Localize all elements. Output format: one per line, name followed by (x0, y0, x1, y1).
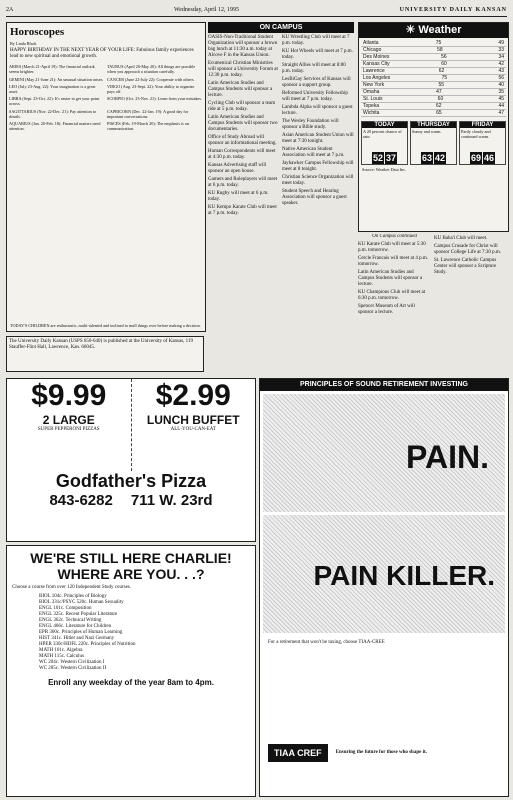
campus-item: Student Speech and Hearing Association will sponsor a guest speaker. (282, 189, 347, 206)
city-name: Chicago (363, 47, 382, 53)
tiaa-headline-1: PAIN. (406, 439, 489, 475)
weather-row (361, 89, 506, 96)
city-hi: 55 (438, 82, 445, 88)
forecast-text: Partly cloudy and continued warm. (461, 129, 491, 140)
city-lo: 35 (498, 89, 504, 95)
city-lo: 43 (498, 68, 504, 74)
city-name: Omaha (363, 89, 380, 95)
weather-row (361, 96, 506, 103)
offer-price: $9.99 (31, 379, 107, 412)
horoscope-item: PISCES (Feb. 19-March 20): The emphasis is on communication. (107, 121, 190, 132)
city-name: Lawrence (363, 68, 385, 74)
city-hi: 62 (438, 68, 445, 74)
campus-item: Cercle Francais will meet at 4 p.m. tomorrow. (358, 256, 428, 267)
city-lo: 49 (498, 40, 504, 46)
city-lo: 44 (498, 103, 504, 109)
weather-row (361, 103, 506, 110)
horoscope-item: GEMINI (May 21-June 21): An unusual situation arises. (9, 76, 104, 82)
sun-icon: ☀ (405, 24, 416, 36)
campus-item: Native American Student Association will meet at 7 p.m. (282, 147, 345, 158)
campus-item: Ecumenical Christian Ministries will sponsor a University Forum at 12:30 p.m. today. (208, 61, 278, 78)
campus-item: KU Karate Club will meet at 5:30 p.m. tomorrow. (358, 242, 426, 253)
course-item: EPR 300c. Principles of Human Learning (39, 630, 123, 635)
campus-item: Cycling Club will sponsor a team ride at 5 p.m. today. (208, 101, 276, 112)
course-item: WC 204c. Western Civilization I (39, 660, 105, 665)
city-lo: 34 (498, 54, 504, 60)
city-name: Topeka (363, 103, 380, 109)
horoscope-item: LEO (July 23-Aug. 22): Your imagination is a great asset. (9, 83, 96, 95)
weather-row (361, 54, 506, 61)
campus-item: Lambda Alpha will sponsor a guest lecture. (282, 105, 353, 116)
campus-item: St. Lawrence Catholic Campus Center will sponsor a Scripture Study. (434, 258, 497, 275)
study-headline: WE'RE STILL HERE CHARLIE! (30, 550, 232, 566)
page-date: Wednesday, April 12, 1995 (174, 7, 239, 13)
city-name: Atlanta (363, 40, 379, 46)
header-rule (6, 16, 507, 17)
tiaa-footer (260, 744, 508, 762)
pizza-contact (7, 492, 255, 509)
horoscope-item: AQUARIUS (Jan. 20-Feb. 18): Financial matters need attention. (9, 121, 101, 132)
city-lo: 40 (498, 82, 504, 88)
independent-study-ad (6, 545, 256, 797)
weather-row (361, 110, 506, 117)
course-item: HIST 341c. Hitler and Nazi Germany (39, 636, 115, 641)
weather-row (361, 82, 506, 89)
horoscope-grid (7, 62, 205, 133)
forecast-lo: 37 (386, 153, 397, 163)
campus-item: KU Champions Club will meet at 6:30 p.m. tomorrow. (358, 290, 426, 301)
horoscopes-footer: TODAY'S CHILDREN are enthusiastic, multi-talented and inclined to mull things over before making a decision. (10, 322, 201, 328)
horoscope-item: CANCER (June 22-July 22): Cooperate with others. (107, 76, 195, 82)
city-name: Kansas City (363, 61, 390, 67)
campus-item: KU Rugby will meet at 6 p.m. today. (208, 191, 269, 202)
city-hi: 65 (436, 110, 442, 116)
tiaa-header: PRINCIPLES OF SOUND RETIREMENT INVESTING (260, 379, 508, 391)
paper-title: UNIVERSITY DAILY KANSAN (399, 7, 507, 13)
city-hi: 47 (436, 89, 442, 95)
horoscopes-title: Horoscopes (10, 26, 65, 38)
forecast-day (361, 121, 408, 165)
city-hi: 75 (441, 75, 448, 81)
city-lo: 45 (498, 96, 504, 102)
horoscope-item: ARIES (March 21-April 19): The financial outlook seems brighter. (9, 64, 95, 75)
campus-item: The Wesley Foundation will sponsor a Bible study. (282, 119, 339, 130)
course-item: ENGL 325c. Recent Popular Literature (39, 612, 118, 617)
course-item: ENGL 101c. Composition (39, 606, 92, 611)
city-name: Des Moines (363, 54, 390, 60)
forecast-day-label: THURSDAY (411, 122, 456, 128)
campus-item: Straight Allies will meet at 8:00 p.m. today. (282, 63, 346, 74)
course-item: MATH 101c. Algebra (39, 648, 83, 653)
city-name: New York (363, 82, 385, 88)
campus-item: Jayhawker Campus Fellowship will meet at 8 tonight. (282, 161, 354, 172)
study-subhead: WHERE ARE YOU. . .? (57, 566, 205, 582)
course-item: ENGL 466c. Literature for Children (39, 624, 112, 629)
horoscopes-byline: By Linda Black (10, 41, 37, 46)
city-hi: 60 (437, 96, 444, 102)
campus-continued-title: On Campus continued (372, 234, 417, 239)
weather-row (361, 68, 506, 75)
course-item: BIOL 331c/PSYC 520c. Human Sexuality (39, 600, 124, 605)
offer-title: LUNCH BUFFET (146, 413, 240, 427)
campus-item: Asian American Student Union will meet at 7:30 tonight. (282, 133, 354, 144)
horoscopes-section (6, 22, 206, 332)
pizza-offer-1 (7, 379, 132, 471)
course-item: ENGL 362c. Technical Writing (39, 618, 102, 623)
city-name: St. Louis (363, 96, 383, 102)
campus-item: Latin American Studies and Campus Students will sponsor two documentaries. (208, 115, 278, 132)
horoscope-item: LIBRA (Sept. 23-Oct. 22): It's easier to get your point across. (9, 96, 100, 107)
campus-item: Human Correspondents will meet at 4:30 p.m. today. (208, 149, 276, 160)
forecast-text: Sunny and warm. (412, 129, 442, 134)
campus-item: Office of Study Abroad will sponsor an informational meeting. (208, 135, 277, 146)
campus-item: KU Kempo Karate Club will meet at 7 p.m. today. (208, 205, 277, 216)
course-item: MATH 115c. Calculus (39, 654, 84, 659)
weather-table (359, 38, 508, 119)
study-body: Choose a course from over 120 Independent Study courses. (12, 585, 131, 590)
campus-item: Gamers and Roleplayers will meet at 6 p.m. today. (208, 177, 278, 188)
campus-item: KU Hot Wheels will meet at 7 p.m. today. (282, 49, 353, 60)
campus-item: Reformed University Fellowship will meet at 7 p.m. today. (282, 91, 348, 102)
city-hi: 62 (436, 103, 442, 109)
horoscope-item: VIRGO (Aug. 23-Sept. 22): Your ability to organize pays off. (107, 83, 195, 95)
course-item: BIOL 104c. Principles of Biology (39, 594, 107, 599)
campus-item: KU Baha'i Club will meet. (434, 236, 488, 241)
tax-form-image-2 (263, 515, 505, 633)
horoscope-item: SCORPIO (Oct. 23-Nov. 21): Learn from your mistakes. (107, 96, 203, 102)
city-hi: 58 (437, 47, 443, 53)
campus-item: Kansas Advertising staff will sponsor an open house. (208, 163, 267, 174)
address: 711 W. 23rd (130, 492, 213, 509)
forecast-hi: 69 (470, 153, 481, 163)
forecast-day-label: TODAY (362, 122, 407, 128)
tiaa-body: For a retirement that won't be taxing, choose TIAA-CREF. (268, 640, 386, 645)
offer-desc: ALL-YOU-CAN-EAT (170, 427, 216, 432)
city-hi: 75 (435, 40, 442, 46)
weather-source: Source: Weather Data Inc. (362, 167, 406, 172)
campus-item: Latin American Studies and Campus Students will sponsor a lecture. (208, 81, 273, 98)
forecast-day-label: FRIDAY (460, 122, 505, 128)
weather-row (361, 47, 506, 54)
forecast-lo: 42 (435, 153, 446, 163)
tiaa-tagline: Ensuring the future for those who shape it. (335, 750, 427, 755)
offer-title: 2 LARGE (42, 413, 95, 427)
course-item: HPER 330c/HDFL 220c. Principles of Nutrition (39, 642, 136, 647)
course-item: WC 205c. Western Civilization II (39, 666, 107, 671)
on-campus-col1 (208, 33, 280, 219)
campus-item: KU Wrestling Club will meet at 7 p.m. today. (282, 35, 350, 46)
city-lo: 42 (498, 61, 504, 67)
weather-section (358, 22, 509, 232)
horoscopes-intro: HAPPY BIRTHDAY IN THE NEXT YEAR OF YOUR LIFE: Fabulous family experiences lead to new spiritual and emotional growth. (10, 48, 194, 60)
forecast-row (359, 119, 508, 167)
city-lo: 56 (498, 75, 504, 81)
city-lo: 47 (498, 110, 504, 116)
forecast-day (459, 121, 506, 165)
pizza-offer-2 (132, 379, 256, 471)
weather-row (361, 61, 506, 68)
pizza-ad (6, 378, 256, 542)
phone: 843-6282 (49, 492, 113, 509)
city-hi: 56 (441, 54, 447, 60)
on-campus-col3 (358, 234, 431, 372)
publishing-info: The University Daily Kansan (USPS 650-640) is published at the University of Kansas, 119 Stauffer-Flint Hall, Lawrence, Kan. 66045. (6, 336, 204, 372)
on-campus-col2 (282, 33, 354, 219)
on-campus-continued (358, 234, 507, 372)
forecast-lo: 46 (484, 153, 495, 163)
horoscope-item: CAPRICORN (Dec. 22-Jan. 19): A good day for important conversations. (107, 108, 189, 119)
horoscope-item: SAGITTARIUS (Nov. 22-Dec. 21): Pay attention to details. (9, 108, 97, 119)
weather-banner (359, 23, 508, 38)
offer-price: $2.99 (155, 379, 231, 412)
campus-item: Latin American Studies and Campus Students will sponsor a lecture. (358, 270, 423, 287)
forecast-text: A 20 percent chance of rain. (363, 129, 402, 140)
on-campus-col4 (434, 234, 507, 372)
on-campus-section (208, 22, 354, 372)
city-lo: 33 (498, 47, 504, 53)
course-list (7, 594, 255, 672)
city-name: Wichita (363, 110, 380, 116)
forecast-day (410, 121, 457, 165)
city-name: Los Angeles (363, 75, 391, 81)
campus-item: Spencer Museum of Art will sponsor a lecture. (358, 304, 415, 315)
tax-form-image (263, 394, 505, 512)
weather-row (361, 75, 506, 82)
page-header (6, 4, 507, 16)
campus-item: Campus Crusade for Christ will sponsor College Life at 7:30 p.m. (434, 244, 502, 255)
tiaa-cref-ad (259, 378, 509, 797)
offer-desc: SUPER PEPPERONI PIZZAS (37, 427, 100, 432)
page-number: 2A (6, 7, 14, 13)
weather-row (361, 40, 506, 47)
on-campus-banner: ON CAMPUS (208, 22, 354, 33)
study-enroll: Enroll any weekday of the year 8am to 4pm. (48, 678, 214, 687)
horoscope-item: TAURUS (April 20-May 20): All things are possible when you approach a situation carefully. (107, 64, 196, 75)
forecast-hi: 63 (421, 153, 432, 163)
weather-title: Weather (418, 24, 462, 36)
tiaa-headline-2: PAIN KILLER. (313, 560, 495, 591)
tiaa-logo: TIAA CREF (268, 744, 328, 762)
brand-name: Godfather's Pizza (55, 471, 207, 491)
forecast-hi: 52 (372, 153, 383, 163)
city-hi: 60 (441, 61, 447, 67)
campus-item: Christian Science Organization will meet today. (282, 175, 354, 186)
campus-item: OASIS-Non-Traditional Student Organization will sponsor a brown bag lunch at 11:30 a.m. today at Alcove F in the Kansas Union. (208, 35, 278, 58)
campus-item: LesBiGay Services of Kansas will sponsor a support group. (282, 77, 351, 88)
